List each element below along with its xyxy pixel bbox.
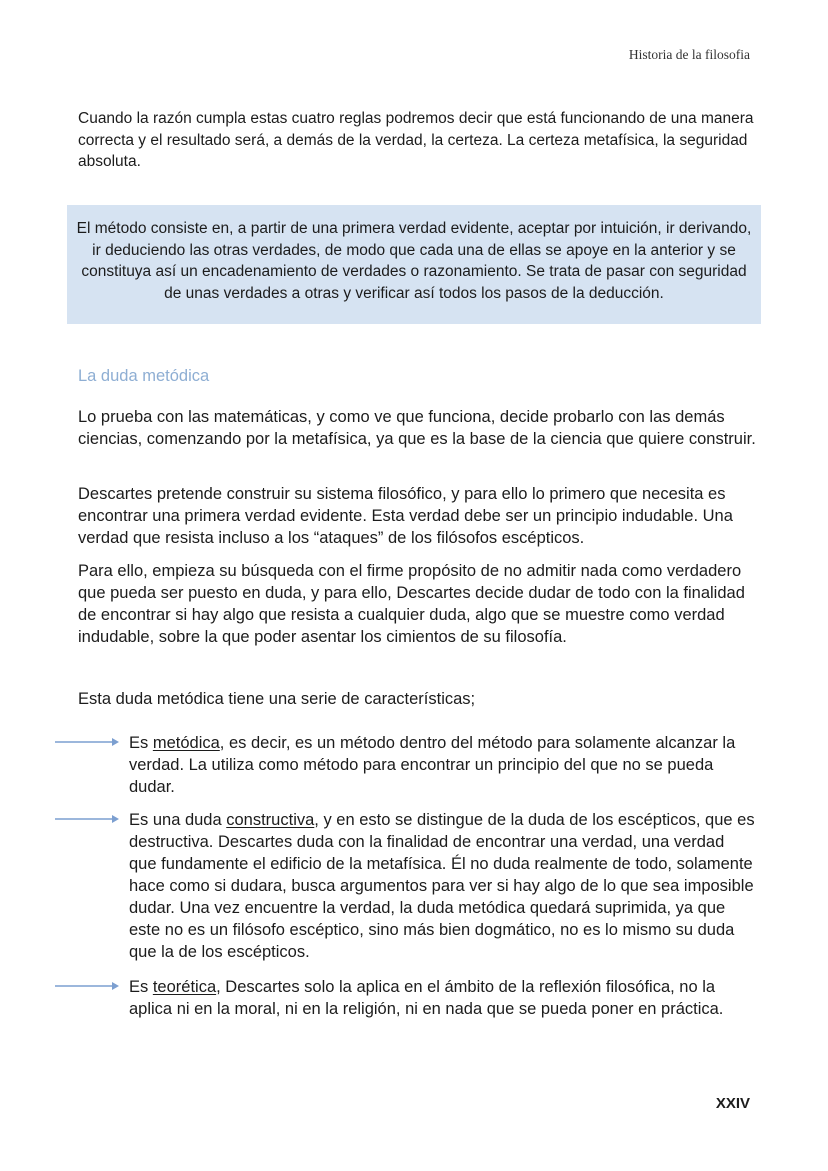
- arrow-right-icon: [55, 735, 119, 749]
- characteristic-term: teorética: [152, 978, 217, 996]
- highlight-callout: El método consiste en, a partir de una primera verdad evidente, aceptar por intuición, ir derivando, ir deduciendo las otras verdades, de modo que cada una de ellas se apoye en la anterior y se constituya así un encadenamiento de verdades o razonamiento. Se trata de pasar con seguridad de unas verdades a otras y verificar así todos los pasos de la deducción.: [67, 205, 761, 324]
- page-number: XXIV: [715, 1095, 750, 1112]
- body-paragraph: Descartes pretende construir su sistema filosófico, y para ello lo primero que necesita es encontrar una primera verdad evidente. Esta verdad debe ser un principio indudable. Una verdad que resista incluso a los “ataques” de los filósofos escépticos.: [78, 485, 733, 547]
- arrow-right-icon: [55, 812, 119, 826]
- intro-paragraph: Cuando la razón cumpla estas cuatro reglas podremos decir que está funcionando de una manera correcta y el resultado será, a demás de la verdad, la certeza. La certeza metafísica, la seguridad absoluta.: [78, 110, 754, 170]
- body-paragraph: Lo prueba con las matemáticas, y como ve que funciona, decide probarlo con las demás ciencias, comenzando por la metafísica, ya que es la base de la ciencia que quiere construir.: [78, 408, 756, 448]
- characteristic-post: , y en esto se distingue de la duda de los escépticos, que es destructiva. Descartes duda con la finalidad de encontrar una verdad, una verdad que fundamente el edificio de la metafísica. Él no duda realmente de todo, solamente hace como si dudara, busca argumentos para ver si hay algo de lo que sea imposible dudar. Una vez encuentre la verdad, la duda metódica quedará suprimida, ya que este no es un filósofo escéptico, sino más bien dogmático, no es lo mismo su duda que la de los escépticos.: [129, 811, 755, 961]
- characteristic-term: constructiva: [226, 811, 315, 829]
- characteristic-text: [129, 732, 755, 798]
- body-paragraph: Esta duda metódica tiene una serie de características;: [78, 690, 476, 708]
- characteristic-pre: Es: [129, 734, 153, 752]
- characteristic-post: , Descartes solo la aplica en el ámbito de la reflexión filosófica, no la aplica ni en la moral, ni en la religión, ni en nada que se pueda poner en práctica.: [129, 978, 724, 1018]
- characteristic-term: metódica: [152, 734, 220, 752]
- running-header: Historia de la filosofia: [628, 47, 750, 62]
- characteristic-text: [129, 809, 755, 963]
- characteristic-text: [129, 976, 755, 1020]
- arrow-right-icon: [55, 979, 119, 993]
- characteristic-post: , es decir, es un método dentro del método para solamente alcanzar la verdad. La utiliza como método para encontrar un principio del que no se pueda dudar.: [129, 734, 736, 796]
- characteristic-pre: Es una duda: [129, 811, 227, 829]
- section-title: La duda metódica: [78, 367, 210, 385]
- body-paragraph: Para ello, empieza su búsqueda con el firme propósito de no admitir nada como verdadero que pueda ser puesto en duda, y para ello, Descartes decide dudar de todo con la finalidad de encontrar si hay algo que resista a cualquier duda, algo que se muestre como verdad indudable, sobre la que poder asentar los cimientos de su filosofía.: [78, 562, 745, 646]
- characteristic-pre: Es: [129, 978, 153, 996]
